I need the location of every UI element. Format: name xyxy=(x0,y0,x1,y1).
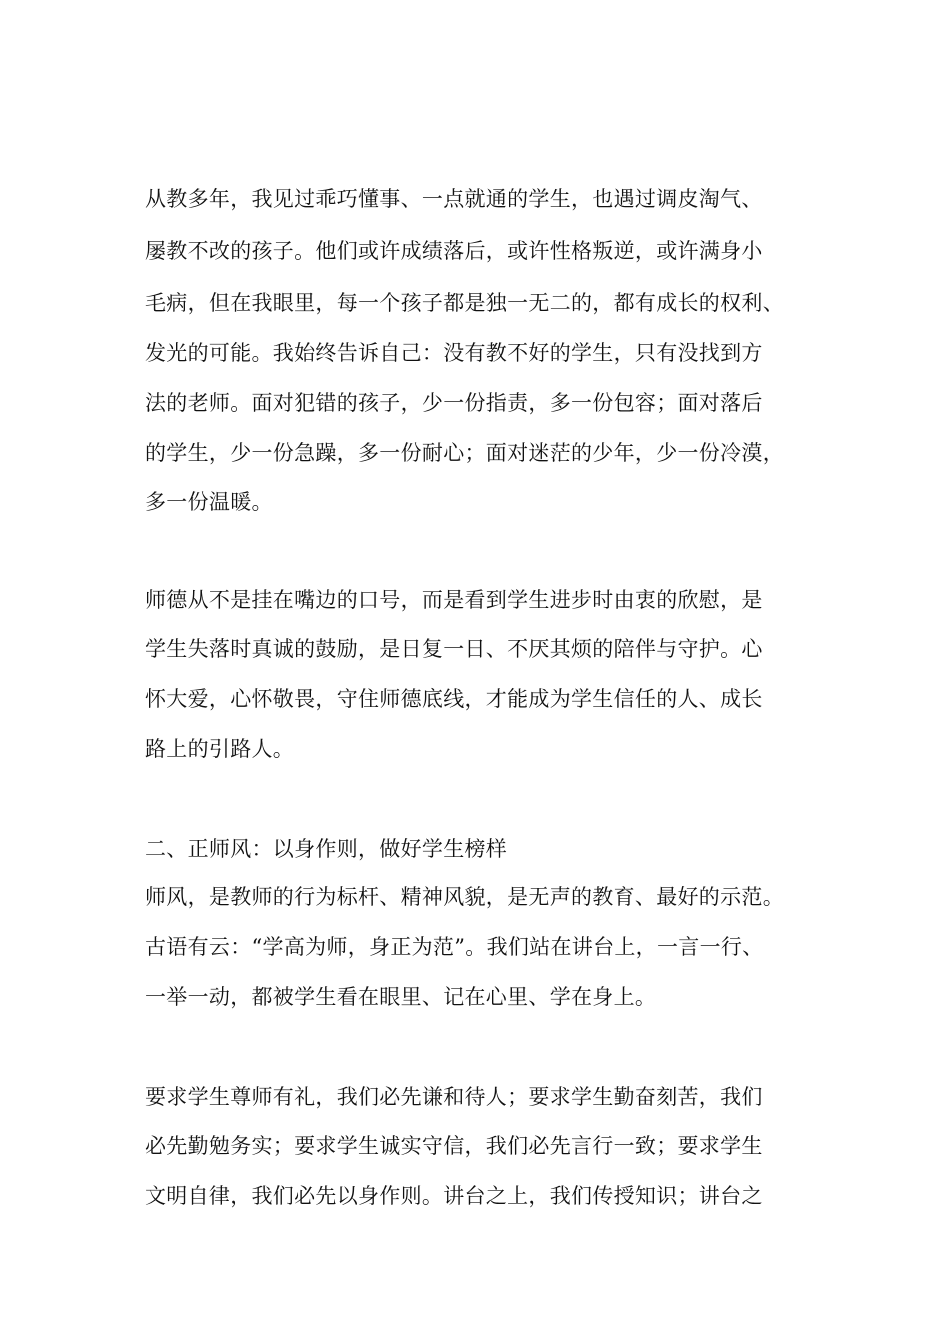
text-line: 必先勤勉务实；要求学生诚实守信，我们必先言行一致；要求学生 xyxy=(145,1134,763,1158)
text-line: 屡教不改的孩子。他们或许成绩落后，或许性格叛逆，或许满身小 xyxy=(145,239,763,263)
text-line: 毛病，但在我眼里，每一个孩子都是独一无二的，都有成长的权利、 xyxy=(145,291,784,315)
text-line: 法的老师。面对犯错的孩子，少一份指责，多一份包容；面对落后 xyxy=(145,391,763,415)
text-line: 多一份温暖。 xyxy=(145,490,273,514)
text-line: 师德从不是挂在嘴边的口号，而是看到学生进步时由衷的欣慰，是 xyxy=(145,588,763,612)
text-line: 古语有云：“学高为师，身正为范”。我们站在讲台上，一言一行、 xyxy=(145,935,764,959)
text-line: 路上的引路人。 xyxy=(145,737,295,761)
text-line: 学生失落时真诚的鼓励，是日复一日、不厌其烦的陪伴与守护。心 xyxy=(145,637,763,661)
text-line: 要求学生尊师有礼，我们必先谦和待人；要求学生勤奋刻苦，我们 xyxy=(145,1085,763,1109)
text-line: 怀大爱，心怀敬畏，守住师德底线，才能成为学生信任的人、成长 xyxy=(145,687,763,711)
text-line: 发光的可能。我始终告诉自己：没有教不好的学生，只有没找到方 xyxy=(145,341,763,365)
text-line: 师风，是教师的行为标杆、精神风貌，是无声的教育、最好的示范。 xyxy=(145,885,784,909)
text-line: 从教多年，我见过乖巧懂事、一点就通的学生，也遇过调皮淘气、 xyxy=(145,187,763,211)
text-line: 的学生，少一份急躁，多一份耐心；面对迷茫的少年，少一份冷漠， xyxy=(145,441,784,465)
text-line: 文明自律，我们必先以身作则。讲台之上，我们传授知识；讲台之 xyxy=(145,1184,763,1208)
text-line: 一举一动，都被学生看在眼里、记在心里、学在身上。 xyxy=(145,985,657,1009)
section-heading: 二、正师风：以身作则，做好学生榜样 xyxy=(145,837,508,861)
